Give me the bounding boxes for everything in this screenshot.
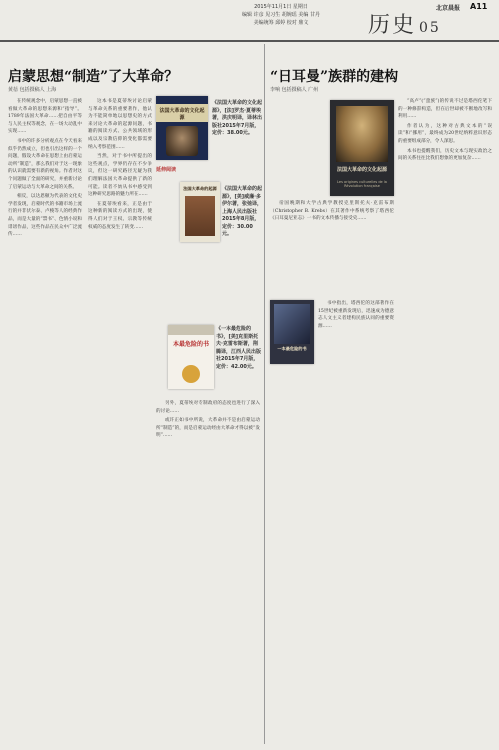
article1-column-3	[156, 400, 260, 738]
paragraph: 或许正如书中所说，大革命并不是由启蒙运动所“制造”的，而是启蒙运动经由大革命才得以被“发明”……	[156, 418, 260, 439]
article1-column-2	[88, 98, 152, 738]
paragraph: 书中的许多分析观点在今天看来似乎仍然成立，但也引出这样的一个问题，假设大革命在思想上由启蒙运动所“制造”，那么我们对于这一现象的认识就需要有新的视角。作者对这个问题做了全面的研究，并重新讨论了启蒙运动与大革命之间的关系。	[8, 138, 82, 190]
paragraph: “高卢”(“蛮族”)的传说不过是塔西佗笔下的一种修辞构造，但在后世却被不断地改写和利用……	[398, 99, 492, 120]
paragraph: 书中指出，塔西佗的这部著作在15世纪被重新发现后，迅速成为德意志人文主义者建构民族认同的重要资源……	[318, 301, 394, 329]
article2-column-lower	[318, 300, 394, 738]
book-cover-image	[180, 182, 220, 242]
sidebar-kicker: 延伸阅读	[156, 167, 177, 173]
paragraph: 作者认为，这种对古典文本的“误读”和“挪用”，最终成为20世纪纳粹意识形态的重要组成部分，令人深思。	[398, 123, 492, 144]
cover-painting	[336, 106, 388, 162]
article2-byline: 李响 包括摄稿人 广州	[270, 87, 319, 93]
paper-name: 北京晨报	[436, 5, 461, 12]
article2-column-right	[398, 98, 492, 738]
cover-subtitle: Les origines culturelles de la Révolution française	[337, 180, 387, 188]
paragraph: 另外，夏蒂埃对专制政府的态度也进行了深入的讨论……	[156, 401, 260, 414]
article1-byline: 黄蓓 包括摄稿人 上海	[8, 87, 57, 93]
paragraph: 在夏蒂埃看来，正是由于这种新的阅读方式的出现，使得人们对于王权、宗教等传统权威的态度发生了转变……	[88, 201, 152, 230]
article1-column-1	[8, 98, 82, 738]
paragraph: 在传统观念中，启蒙思想一直被看做大革命的思想来源和“指导”。1789年法国大革命……把自由平等与人民主权等观念，在一场大动乱中实现……	[8, 99, 82, 135]
book-caption: 《法国大革命的文化起源》，[法]罗杰·夏蒂埃著，洪庆明译，译林出版社2015年7月版，定价：38.00元。	[212, 100, 263, 136]
article2-column-mid	[270, 200, 394, 296]
book-cover-image	[330, 100, 394, 196]
paragraph: 相反，以达恩顿为代表的文化史学者发现，启蒙时代的书籍市场上流行的并非伏尔泰、卢梭等人的经典作品，而是大量的“禁书”、色情小说和诽谤作品，这些作品在民众中广泛流传……	[8, 194, 82, 238]
cover-title: 法国大革命的文化起源	[336, 167, 387, 173]
section-name: 历史	[368, 13, 417, 38]
page-code: A11	[470, 2, 488, 11]
paragraph: 帝国晚期和大学古典学教授克里斯托夫·克雷布斯（Christopher B. Krebs）在其著作中系统考察了塔西佗《日耳曼尼亚志》一书的文本传播与接受史……	[270, 201, 394, 222]
cover-title: 法国大革命的起源	[183, 186, 217, 191]
cover-title: 法国大革命的文化起源	[159, 108, 205, 121]
header-divider	[0, 40, 499, 42]
article1-title: 启蒙思想“制造”了大革命？	[8, 69, 179, 85]
masthead-editors: 编辑 许彦 见习生 胡婉瑶 美编 甘丹	[242, 12, 320, 18]
cover-art	[274, 304, 310, 344]
cover-art	[185, 196, 215, 236]
paragraph: 当然，对于书中所提出的这些观点，学界仍存在不少争议，但这一研究路径无疑为我们理解法国大革命提供了新的可能。读者不妨从书中感受到这种研究思路的魅力所在……	[88, 154, 152, 198]
book-caption: 《法国大革命的起源》，[美]威廉·多伊尔著，张弛译，上海人民出版社2015年8月版，定价：30.00元。	[222, 186, 263, 237]
paragraph: 本书也提醒我们，历史文本与现实政治之间的关系往往比我们想象的更加复杂……	[398, 148, 492, 162]
masthead-staff: 美编统筹 邱婷 校对 鼎文	[253, 20, 309, 26]
book-cover-image	[168, 325, 214, 389]
cover-title: 一本最危险的书	[277, 346, 307, 351]
cover-emblem	[182, 365, 200, 383]
masthead-info	[196, 3, 366, 27]
paragraph: 这本书是夏蒂埃讨论启蒙与革命关系的重要著作，他认为不能简单地以思想史的方式来讨论大革命的起源问题，书籍的阅读方式、公共领域的形成以及宗教信仰的变化都需要纳入考察范围……	[88, 99, 152, 150]
section-number: 05	[419, 20, 441, 36]
masthead-date: 2015年11月1日 星期日	[254, 4, 308, 10]
book-cover-image	[156, 96, 208, 160]
book-cover-image	[270, 300, 314, 364]
article2-title: “日耳曼”族群的建构	[270, 69, 399, 85]
cover-portrait	[166, 126, 198, 156]
section-title	[368, 8, 441, 39]
cover-bar	[168, 325, 214, 335]
book-caption: 《一本最危险的书》，[美]克里斯托夫·克雷布斯著，荆腾译，江西人民出版社2015年7月版，定价：42.00元。	[216, 326, 262, 370]
cover-title: 本最危险的书	[172, 341, 209, 348]
column-divider	[264, 44, 265, 744]
